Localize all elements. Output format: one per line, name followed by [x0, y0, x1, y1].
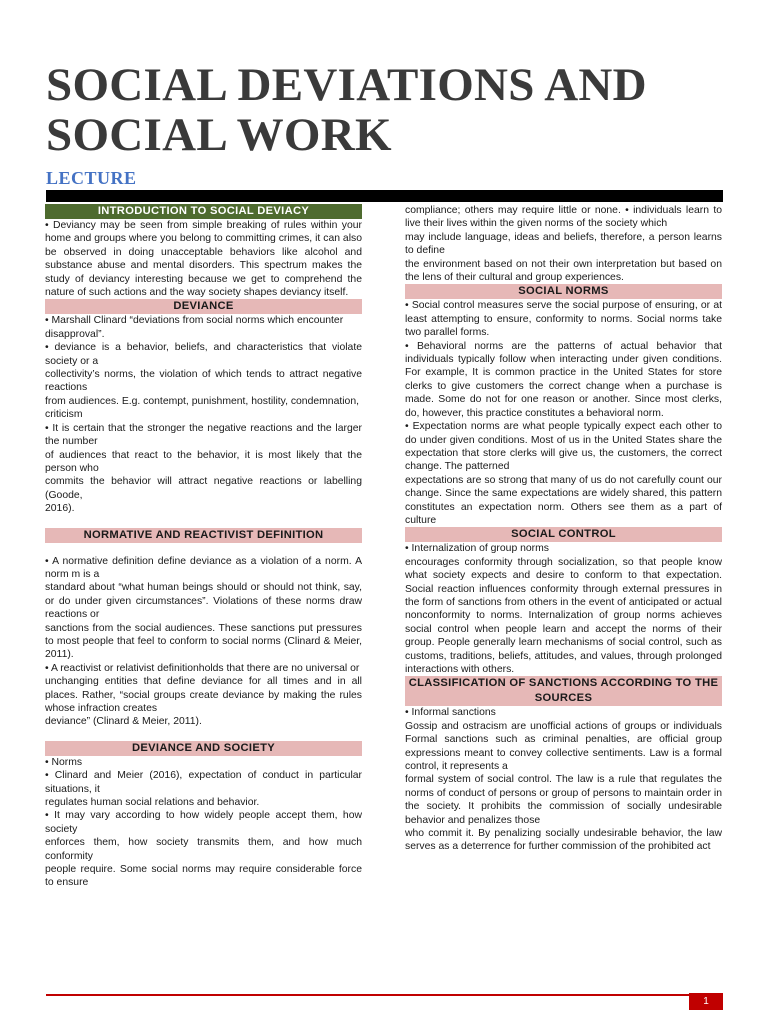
section-heading-society: DEVIANCE AND SOCIETY	[45, 741, 362, 756]
normative-line: deviance” (Clinard & Meier, 2011).	[45, 716, 202, 728]
sanctions-paragraph: Gossip and ostracism are unofficial actions of groups or individuals Formal sanctions such as criminal penalties, are official group expressions meant to convey collective sentiments. Law is a formal control, it represents a	[405, 720, 722, 773]
normative-line: standard about “what human beings should or should not think, say, or do under given circumstances”. Violations of these norms draw reactions or	[45, 582, 362, 621]
section-heading-deviance: DEVIANCE	[45, 299, 362, 314]
social-norms-paragraph: • Social control measures serve the social purpose of ensuring, or at least attempting to ensure, conformity to norms. Social norms take two parallel forms.	[405, 300, 722, 339]
deviance-line: 2016).	[45, 503, 75, 515]
lecture-subtitle: LECTURE	[46, 168, 137, 188]
intro-paragraph: • Deviancy may be seen from simple breaking of rules within your home and groups where you belong to committing crimes, it can also be observed in doing unacceptable behaviors like alcohol and substance abuse and mental disorders. This spectrum makes the study of deviancy interesting because we get to comprehend the nature of such actions and the way society shapes deviancy itself.	[45, 220, 362, 299]
continued-line: may include language, ideas and beliefs, therefore, a person learns to define	[405, 231, 722, 257]
society-line: • Norms	[45, 756, 83, 768]
spacer	[45, 516, 362, 528]
page-number-badge: 1	[689, 993, 723, 1010]
social-norms-paragraph: • Behavioral norms are the patterns of actual behavior that individuals typically follow when interacting under given conditions. For example, It is common practice in the United States for store clerks to give customers the correct change when a purchase is made. Some do not for one reason or another. Since most clerks, do, however, this practice constitutes a behavioral norm.	[405, 340, 722, 419]
normative-line: • A normative definition define deviance as a violation of a norm. A norm m is a	[45, 555, 362, 580]
deviance-line: of audiences that react to the behavior, it is most likely that the person who	[45, 449, 362, 474]
deviance-line: • deviance is a behavior, beliefs, and characteristics that violate society or a	[45, 342, 362, 367]
section-heading-social-norms: SOCIAL NORMS	[405, 284, 722, 299]
deviance-line: disapproval”.	[45, 328, 105, 340]
society-line: • It may vary according to how widely people accept them, how society	[45, 810, 362, 835]
spacer	[45, 543, 362, 555]
society-line: regulates human social relations and behavior.	[45, 797, 260, 809]
deviance-line: • It is certain that the stronger the negative reactions and the larger the number	[45, 422, 362, 448]
society-line: enforces them, how society transmits them, and how much conformity	[45, 837, 362, 862]
spacer	[45, 729, 362, 741]
left-column	[45, 204, 362, 890]
right-column	[405, 204, 722, 854]
deviance-line: criticism	[45, 409, 83, 421]
continued-line: the environment based on not their own interpretation but based on the lens of their cultural and group experiences.	[405, 258, 722, 284]
normative-line: • A reactivist or relativist definitionholds that there are no universal or	[45, 662, 360, 674]
sanctions-paragraph: • Informal sanctions	[405, 707, 496, 719]
social-norms-paragraph: expectations are so strong that many of us do not carefully count our change. Since the same expectations are widely shared, this pattern constitutes an expectation norm. Others see them as a part of culture	[405, 474, 722, 526]
sanctions-paragraph: who commit it. By penalizing socially undesirable behavior, the law serves as a deterrence for further commission of the prohibited act	[405, 828, 722, 853]
deviance-line: • Marshall Clinard “deviations from social norms which encounter	[45, 315, 344, 327]
social-norms-paragraph: • Expectation norms are what people typically expect each other to do under given conditions. Most of us in the United States share the expectation that store clerks will give us, the customers, the correct change. The patterned	[405, 421, 722, 473]
society-line: people require. Some social norms may require considerable force to ensure	[45, 864, 362, 889]
normative-line: unchanging entities that define deviance for all times and in all places. Rather, “social groups create deviance by making the rules whose infraction creates	[45, 676, 362, 714]
sanctions-paragraph: formal system of social control. The law is a rule that regulates the norms of conduct of persons or group of persons to maintain order in the society. It prohibits the commission of socially undesirable behavior and penalizes those	[405, 774, 722, 826]
section-heading-normative: NORMATIVE AND REACTIVIST DEFINITION	[45, 528, 362, 543]
section-heading-intro: INTRODUCTION TO SOCIAL DEVIACY	[45, 204, 362, 219]
section-heading-sanctions: CLASSIFICATION OF SANCTIONS ACCORDING TO THE SOURCES	[405, 676, 722, 706]
deviance-line: collectivity’s norms, the violation of which tends to attract negative reactions	[45, 369, 362, 394]
section-heading-social-control: SOCIAL CONTROL	[405, 527, 722, 542]
continued-line: compliance; others may require little or none. • individuals learn to live their lives within the given norms of the society which	[405, 205, 722, 230]
header-divider-bar	[46, 190, 723, 202]
document-title	[46, 60, 726, 160]
title-line-1: SOCIAL DEVIATIONS AND	[46, 59, 647, 111]
deviance-line: commits the behavior will attract negative reactions or labelling (Goode,	[45, 476, 362, 501]
footer-rule	[46, 994, 723, 996]
social-control-paragraph: • Internalization of group norms	[405, 543, 549, 555]
deviance-line: from audiences. E.g. contempt, punishment, hostility, condemnation,	[45, 395, 360, 407]
society-line: • Clinard and Meier (2016), expectation of conduct in particular situations, it	[45, 770, 362, 795]
title-line-2: SOCIAL WORK	[46, 109, 392, 161]
normative-line: sanctions from the social audiences. These sanctions put pressures to most people that feel to conform to social norms (Clinard & Meier, 2011).	[45, 622, 362, 661]
social-control-paragraph: encourages conformity through socialization, so that people know what society expects and desire to conform to that expectation. Social reaction influences conformity through external pressures in the form of sanctions from others in the event of anticipated or actual nonconformity to norms. Internalization of group norms achieves social control when people learn and accept the norms of their group. People generally learn mechanisms of social control, such as customs, traditions, beliefs, attitudes, and values, through prolonged interactions with others.	[405, 556, 722, 675]
